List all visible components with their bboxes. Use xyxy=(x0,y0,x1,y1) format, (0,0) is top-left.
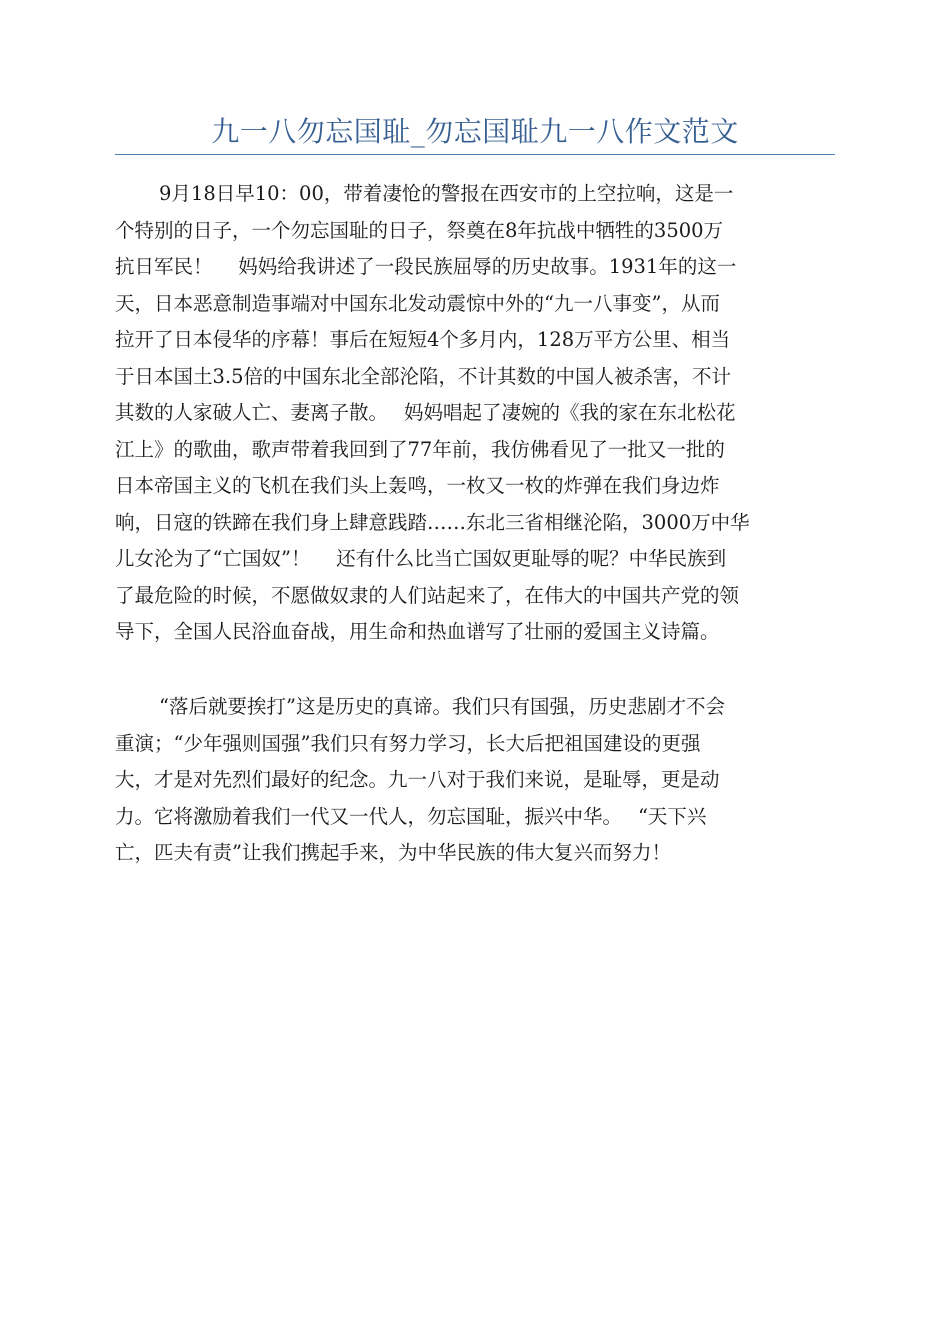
paragraph-line: 响，日寇的铁蹄在我们身上肆意践踏……东北三省相继沦陷，3000万中华 xyxy=(115,510,750,534)
paragraph-line: 于日本国土3.5倍的中国东北全部沦陷，不计其数的中国人被杀害，不计 xyxy=(115,364,732,388)
paragraph-line: 大，才是对先烈们最好的纪念。九一八对于我们来说，是耻辱，更是动 xyxy=(115,768,720,791)
paragraph-line: 了最危险的时候，不愿做奴隶的人们站起来了，在伟大的中国共产党的领 xyxy=(115,583,740,607)
paragraph-line: 9月18日早10：00，带着凄怆的警报在西安市的上空拉响，这是一 xyxy=(159,182,734,205)
paragraph-line: 个特别的日子，一个勿忘国耻的日子，祭奠在8年抗战中牺牲的3500万 xyxy=(115,218,724,242)
paragraph-line: 抗日军民！ 妈妈给我讲述了一段民族屈辱的历史故事。1931年的这一 xyxy=(115,255,737,278)
body-paragraph-2 xyxy=(115,689,837,872)
paragraph-line: 亡，匹夫有责”让我们携起手来，为中华民族的伟大复兴而努力！ xyxy=(115,841,671,864)
paragraph-line: 力。它将激励着我们一代又一代人，勿忘国耻，振兴中华。 “天下兴 xyxy=(115,804,707,828)
paragraph-line: 江上》的歌曲，歌声带着我回到了77年前，我仿佛看见了一批又一批的 xyxy=(115,437,725,461)
paragraph-line: 儿女沦为了“亡国奴”！ 还有什么比当亡国奴更耻辱的呢？中华民族到 xyxy=(115,547,727,570)
paragraph-line: 导下，全国人民浴血奋战，用生命和热血谱写了壮丽的爱国主义诗篇。 xyxy=(115,620,720,643)
paragraph-line: 日本帝国主义的飞机在我们头上轰鸣，一枚又一枚的炸弹在我们身边炸 xyxy=(115,474,720,497)
paragraph-line: 重演；“少年强则国强”我们只有努力学习，长大后把祖国建设的更强 xyxy=(115,731,701,755)
paragraph-line: “落后就要挨打”这是历史的真谛。我们只有国强，历史悲剧才不会 xyxy=(159,695,725,718)
paragraph-line: 其数的人家破人亡、妻离子散。 妈妈唱起了凄婉的《我的家在东北松花 xyxy=(115,401,736,424)
title-underline-rule xyxy=(115,154,835,155)
paragraph-line: 拉开了日本侵华的序幕！事后在短短4个多月内，128万平方公里、相当 xyxy=(115,328,731,351)
document-title: 九一八勿忘国耻_勿忘国耻九一八作文范文 xyxy=(211,115,739,148)
paragraph-line: 天，日本恶意制造事端对中国东北发动震惊中外的“九一八事变”，从而 xyxy=(115,291,720,315)
body-paragraph-1 xyxy=(115,176,837,651)
